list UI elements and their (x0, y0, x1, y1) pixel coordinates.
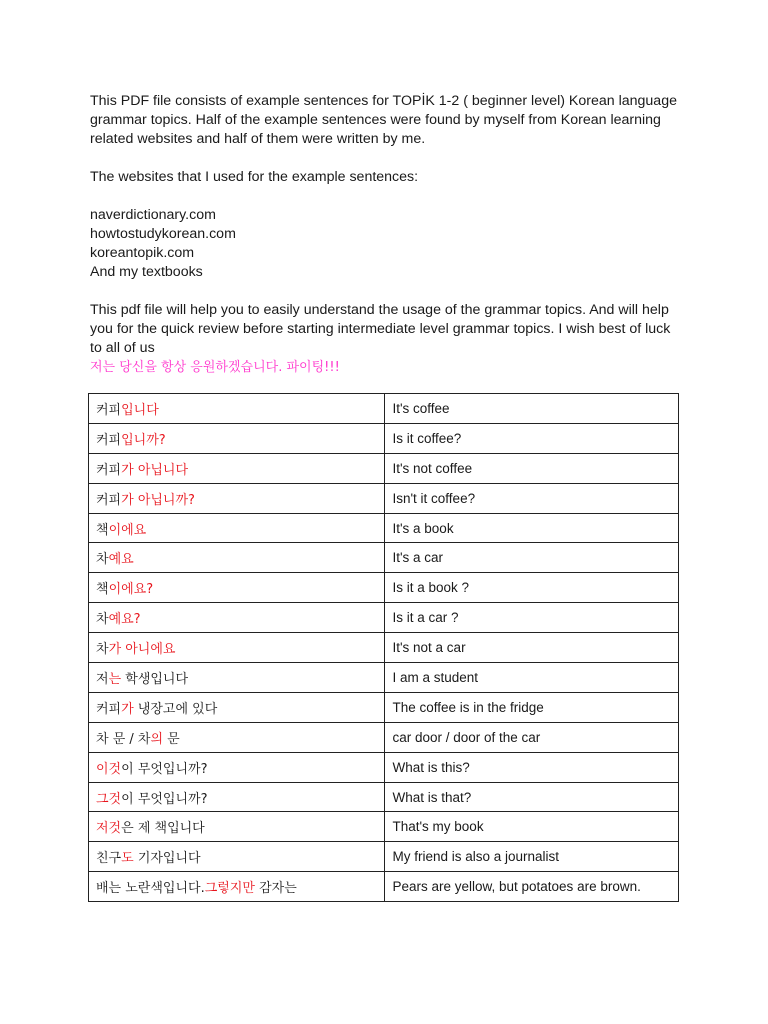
table-row (89, 423, 679, 453)
grammar-highlight: 입니까? (121, 432, 166, 448)
table-row (89, 603, 679, 633)
korean-sentence-cell (89, 722, 385, 752)
english-translation-cell: car door / door of the car (385, 722, 679, 752)
korean-text: 이 무엇입니까? (121, 791, 208, 807)
grammar-highlight: 이에요? (108, 582, 154, 598)
korean-text: 커피 (96, 462, 122, 478)
website-item: howtostudykorean.com (90, 226, 236, 242)
intro-text (90, 92, 680, 377)
grammar-highlight: 도 (121, 851, 134, 867)
grammar-highlight: 이에요 (108, 522, 147, 538)
korean-sentence-cell (89, 842, 385, 872)
grammar-highlight: 저것 (96, 821, 122, 837)
grammar-highlight: 그것 (96, 791, 122, 807)
website-item: naverdictionary.com (90, 207, 216, 223)
korean-sentence-cell (89, 692, 385, 722)
english-translation-cell: Is it a car ? (385, 603, 679, 633)
korean-text: 기자입니다 (133, 851, 201, 867)
korean-sentence-cell (89, 573, 385, 603)
korean-text: 커피 (96, 432, 122, 448)
grammar-highlight: 는 (108, 671, 122, 687)
korean-text: 이 무엇입니까? (121, 761, 208, 777)
korean-text: 커피 (96, 701, 122, 717)
korean-text: 커피 (96, 402, 122, 418)
korean-sentence-cell (89, 543, 385, 573)
table-row (89, 633, 679, 663)
english-translation-cell: It's coffee (385, 394, 679, 424)
korean-sentence-cell (89, 812, 385, 842)
cheer-line: 저는 당신을 항상 응원하겠습니다. 파이팅!!! (90, 360, 340, 375)
table-row (89, 394, 679, 424)
website-item: koreantopik.com (90, 245, 195, 261)
english-translation-cell: What is that? (385, 782, 679, 812)
table-row (89, 722, 679, 752)
korean-sentence-cell (89, 453, 385, 483)
grammar-highlight: 의 (150, 731, 164, 747)
english-translation-cell: Is it a book ? (385, 573, 679, 603)
english-translation-cell: It's a book (385, 513, 679, 543)
english-translation-cell: The coffee is in the fridge (385, 692, 679, 722)
korean-text: 차 (96, 612, 109, 628)
websites-heading: The websites that I used for the example sentences: (90, 169, 419, 185)
korean-sentence-cell (89, 872, 385, 902)
korean-sentence-cell (89, 752, 385, 782)
korean-text: 책 (96, 582, 109, 598)
grammar-highlight: 가 아닙니까? (121, 492, 195, 508)
korean-sentence-cell (89, 633, 385, 663)
korean-text: 문 (163, 731, 180, 747)
english-translation-cell: It's not a car (385, 633, 679, 663)
grammar-highlight: 이것 (96, 761, 122, 777)
grammar-highlight: 입니다 (121, 402, 159, 418)
korean-text: 친구 (96, 851, 122, 867)
websites-list (90, 206, 680, 282)
korean-text: 차 문 / 차 (96, 731, 151, 747)
korean-text: 저 (96, 671, 109, 687)
table-row (89, 543, 679, 573)
website-item: And my textbooks (90, 264, 203, 280)
grammar-highlight: 가 (121, 701, 134, 717)
korean-sentence-cell (89, 603, 385, 633)
table-row (89, 812, 679, 842)
grammar-table-body (89, 394, 679, 902)
purpose-paragraph: This pdf file will help you to easily understand the usage of the grammar topics. And will help you for the quick review before starting intermediate level grammar topics. I wish best of luck to all of us (90, 302, 671, 356)
table-row (89, 663, 679, 693)
grammar-highlight: 예요 (108, 552, 134, 568)
korean-sentence-cell (89, 663, 385, 693)
table-row (89, 573, 679, 603)
korean-sentence-cell (89, 423, 385, 453)
grammar-table (88, 393, 679, 902)
korean-text: 커피 (96, 492, 122, 508)
korean-sentence-cell (89, 394, 385, 424)
grammar-highlight: 예요? (108, 612, 141, 628)
korean-text: 은 제 책입니다 (121, 821, 205, 837)
korean-text: 냉장고에 있다 (133, 701, 218, 717)
grammar-highlight: 가 아니에요 (108, 642, 176, 658)
english-translation-cell: Pears are yellow, but potatoes are brown. (385, 872, 679, 902)
korean-sentence-cell (89, 483, 385, 513)
english-translation-cell: My friend is also a journalist (385, 842, 679, 872)
table-row (89, 513, 679, 543)
english-translation-cell: It's a car (385, 543, 679, 573)
english-translation-cell: That's my book (385, 812, 679, 842)
korean-sentence-cell (89, 782, 385, 812)
korean-sentence-cell (89, 513, 385, 543)
grammar-highlight: 그렇지만 (204, 881, 255, 897)
table-row (89, 752, 679, 782)
table-row (89, 872, 679, 902)
table-row (89, 692, 679, 722)
table-row (89, 483, 679, 513)
english-translation-cell: Is it coffee? (385, 423, 679, 453)
korean-text: 책 (96, 522, 109, 538)
english-translation-cell: I am a student (385, 663, 679, 693)
intro-paragraph: This PDF file consists of example sentences for TOPİK 1-2 ( beginner level) Korean language grammar topics. Half of the example sentences were found by myself from Korean learning related websites and half of them were written by me. (90, 93, 677, 147)
english-translation-cell: What is this? (385, 752, 679, 782)
table-row (89, 782, 679, 812)
english-translation-cell: It's not coffee (385, 453, 679, 483)
grammar-highlight: 가 아닙니다 (121, 462, 189, 478)
korean-text: 배는 노란색입니다. (96, 881, 205, 897)
table-row (89, 453, 679, 483)
english-translation-cell: Isn't it coffee? (385, 483, 679, 513)
korean-text: 감자는 (254, 881, 297, 897)
table-row (89, 842, 679, 872)
korean-text: 학생입니다 (121, 671, 189, 687)
korean-text: 차 (96, 552, 109, 568)
korean-text: 차 (96, 642, 109, 658)
